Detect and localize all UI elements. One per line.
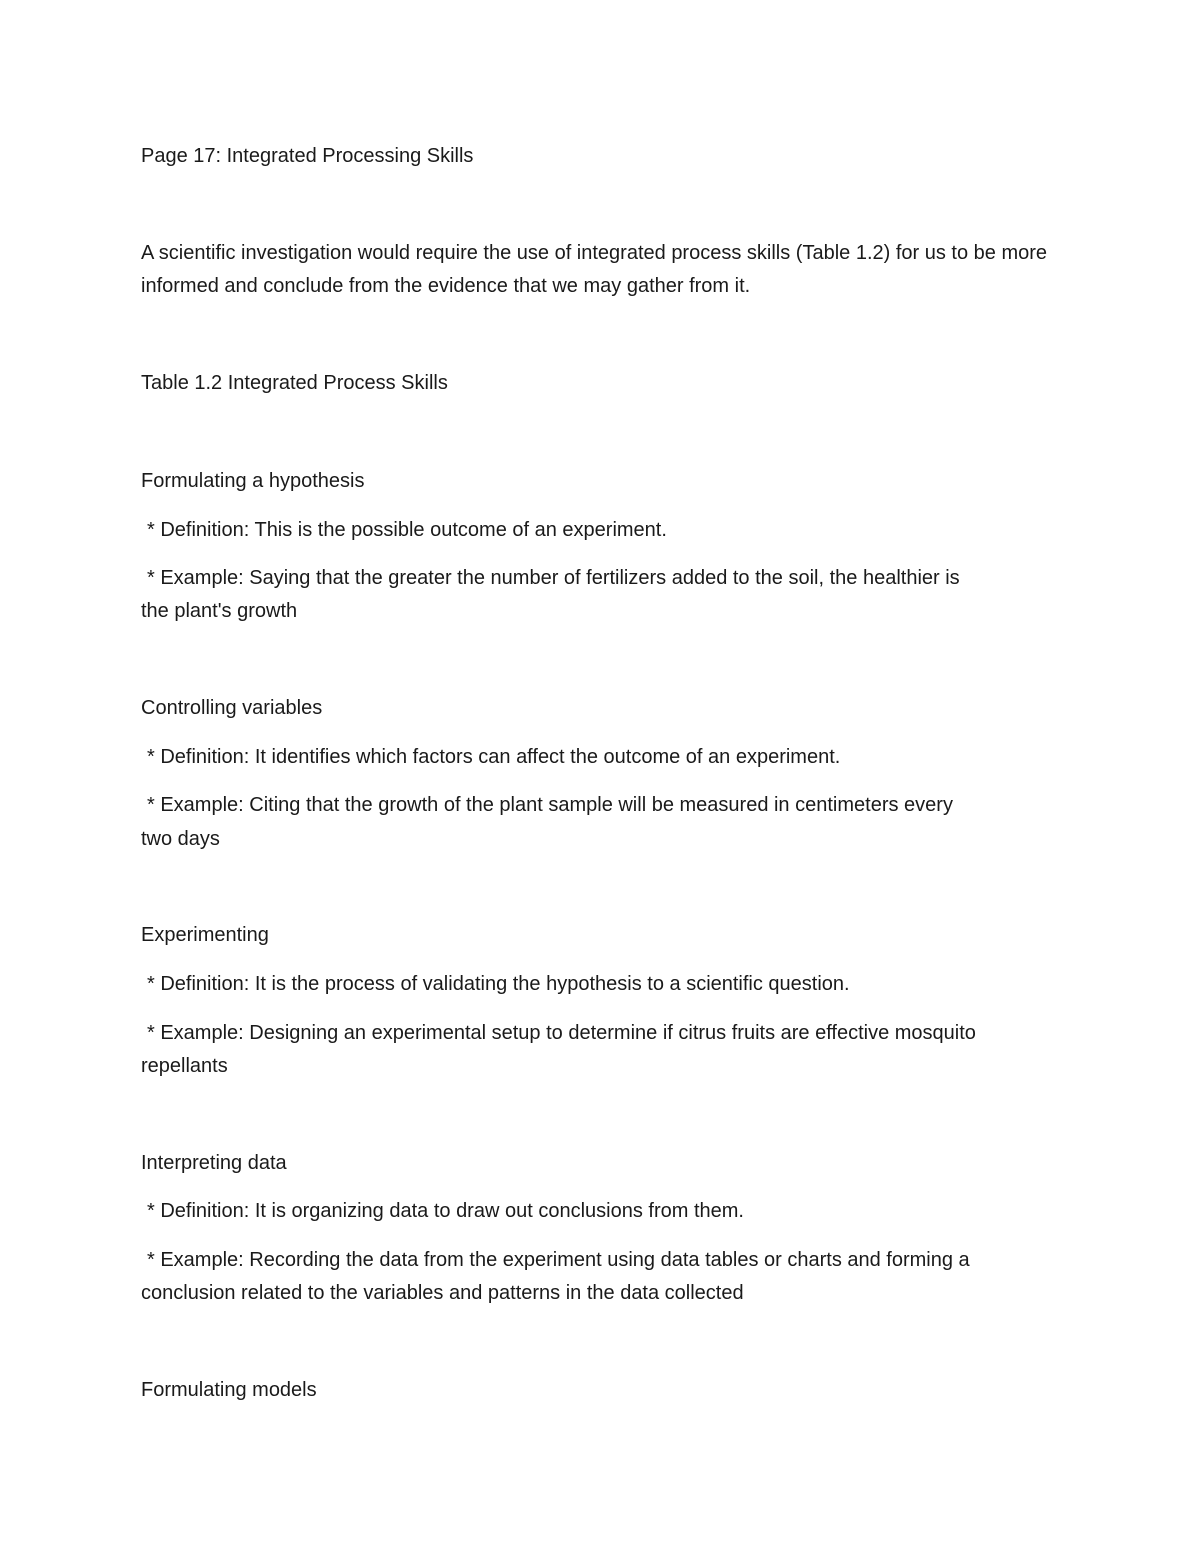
skill-example-continued: conclusion related to the variables and patterns in the data collected: [141, 1282, 744, 1304]
document-page: [141, 0, 1061, 1553]
skill-example: * Example: Designing an experimental setup to determine if citrus fruits are effective mosquito: [147, 1022, 976, 1044]
skill-example-continued: two days: [141, 828, 220, 850]
skill-definition: * Definition: It is organizing data to draw out conclusions from them.: [147, 1200, 744, 1222]
skill-example: * Example: Citing that the growth of the plant sample will be measured in centimeters every: [147, 794, 953, 816]
skill-name: Controlling variables: [141, 697, 323, 719]
page-heading: Page 17: Integrated Processing Skills: [141, 145, 474, 167]
skill-example-continued: the plant's growth: [141, 600, 298, 622]
skill-name: Experimenting: [141, 924, 269, 946]
skill-name: Formulating a hypothesis: [141, 470, 365, 492]
table-title: Table 1.2 Integrated Process Skills: [141, 372, 448, 394]
skill-example: * Example: Recording the data from the experiment using data tables or charts and forming a: [147, 1249, 970, 1271]
skill-example: * Example: Saying that the greater the number of fertilizers added to the soil, the healthier is: [147, 567, 960, 589]
intro-paragraph: A scientific investigation would require the use of integrated process skills (Table 1.2) for us to be more informed and conclude from the evidence that we may gather from it.: [141, 242, 1048, 297]
skill-example-continued: repellants: [141, 1055, 228, 1077]
skill-name: Interpreting data: [141, 1152, 287, 1174]
skill-definition: * Definition: It is the process of validating the hypothesis to a scientific question.: [147, 973, 850, 995]
skill-name: Formulating models: [141, 1379, 317, 1401]
skill-definition: * Definition: This is the possible outcome of an experiment.: [147, 519, 667, 541]
skill-definition: * Definition: It identifies which factors can affect the outcome of an experiment.: [147, 746, 841, 768]
